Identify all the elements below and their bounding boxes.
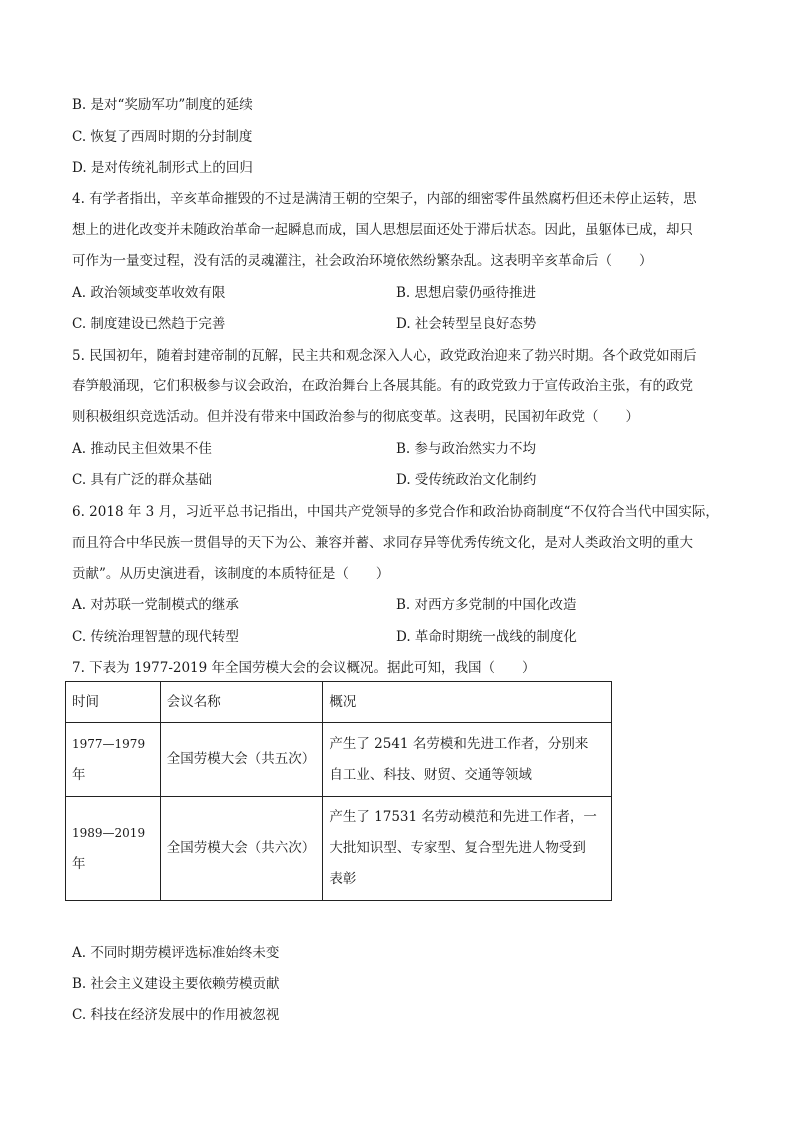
q6-stem-line-1: 6. 2018 年 3 月，习近平总书记指出，中国共产党领导的多党合作和政治协商制度“不仅符合当代中国实际， [72,504,719,520]
table-cell-summary [323,723,612,797]
time-line-2: 年 [72,855,86,872]
summary-line-1: 产生了 17531 名劳动模范和先进工作者，一 [329,809,597,825]
table-cell-time [66,797,161,901]
q7-stem: 7. 下表为 1977-2019 年全国劳模大会的会议概况。据此可知，我国（ ） [72,660,536,676]
q4-option-d: D. 社会转型呈良好态势 [396,316,537,332]
table-cell-summary [323,797,612,901]
q5-stem-line-1: 5. 民国初年，随着封建帝制的瓦解，民主共和观念深入人心，政党政治迎来了勃兴时期。各个政党如雨后 [72,348,697,364]
table-row [66,797,612,901]
q6-stem-line-3: 贡献”。从历史演进看，该制度的本质特征是（ ） [72,566,390,582]
table-header-meeting-name: 会议名称 [160,682,323,723]
q4-option-b: B. 思想启蒙仍亟待推进 [396,285,537,301]
q5-stem-line-3: 则积极组织竞选活动。但并没有带来中国政治参与的彻底变革。这表明，民国初年政党（ ） [72,409,639,425]
q5-option-a: A. 推动民主但效果不佳 [72,441,212,457]
q7-option-a: A. 不同时期劳模评选标准始终未变 [72,945,280,961]
summary-line-2: 大批知识型、专家型、复合型先进人物受到 [329,840,586,856]
time-line-1: 1977—1979 [72,736,146,751]
q4-stem-line-3: 可作为一量变过程，没有活的灵魂灌注，社会政治环境依然纷繁杂乱。这表明辛亥革命后（ ） [72,253,653,269]
q6-option-c: C. 传统治理智慧的现代转型 [72,629,239,645]
q6-stem-line-2: 而且符合中华民族一贯倡导的天下为公、兼容并蓄、求同存异等优秀传统文化，是对人类政治文明的重大 [72,535,693,551]
time-line-2: 年 [72,766,86,783]
summary-line-2: 自工业、科技、财贸、交通等领域 [329,766,532,783]
q3-option-b: B. 是对“奖励军功”制度的延续 [72,97,253,113]
table-header-time: 时间 [66,682,161,723]
table-row [66,723,612,797]
summary-line-3: 表彰 [329,871,357,887]
q7-option-c: C. 科技在经济发展中的作用被忽视 [72,1007,280,1023]
q7-table [65,681,612,901]
table-header-summary: 概况 [323,682,612,723]
table-cell-time [66,723,161,797]
q4-option-a: A. 政治领域变革收效有限 [72,285,226,301]
q4-option-c: C. 制度建设已然趋于完善 [72,316,226,332]
table-cell-name: 全国劳模大会（共六次） [160,797,323,901]
q5-option-c: C. 具有广泛的群众基础 [72,472,212,488]
q7-option-b: B. 社会主义建设主要依赖劳模贡献 [72,976,280,992]
q3-option-c: C. 恢复了西周时期的分封制度 [72,129,253,145]
q5-option-d: D. 受传统政治文化制约 [396,472,537,488]
q6-option-b: B. 对西方多党制的中国化改造 [396,597,577,613]
q6-option-a: A. 对苏联一党制模式的继承 [72,597,239,613]
table-cell-name: 全国劳模大会（共五次） [160,723,323,797]
q4-stem-line-1: 4. 有学者指出，辛亥革命摧毁的不过是满清王朝的空架子，内部的细密零件虽然腐朽但还未停止运转，思 [72,191,697,207]
time-line-1: 1989—2019 [72,825,146,840]
table-header-row [66,682,612,723]
q6-option-d: D. 革命时期统一战线的制度化 [396,629,577,645]
q5-stem-line-2: 春笋般涌现，它们积极参与议会政治，在政治舞台上各展其能。有的政党致力于宣传政治主张，有的政党 [72,378,693,394]
q5-option-b: B. 参与政治然实力不均 [396,441,537,457]
summary-line-1: 产生了 2541 名劳模和先进工作者，分别来 [329,735,589,752]
q4-stem-line-2: 想上的进化改变并未随政治革命一起瞬息而成，国人思想层面还处于滞后状态。因此，虽躯体已成，却只 [72,222,693,238]
q3-option-d: D. 是对传统礼制形式上的回归 [72,160,253,176]
